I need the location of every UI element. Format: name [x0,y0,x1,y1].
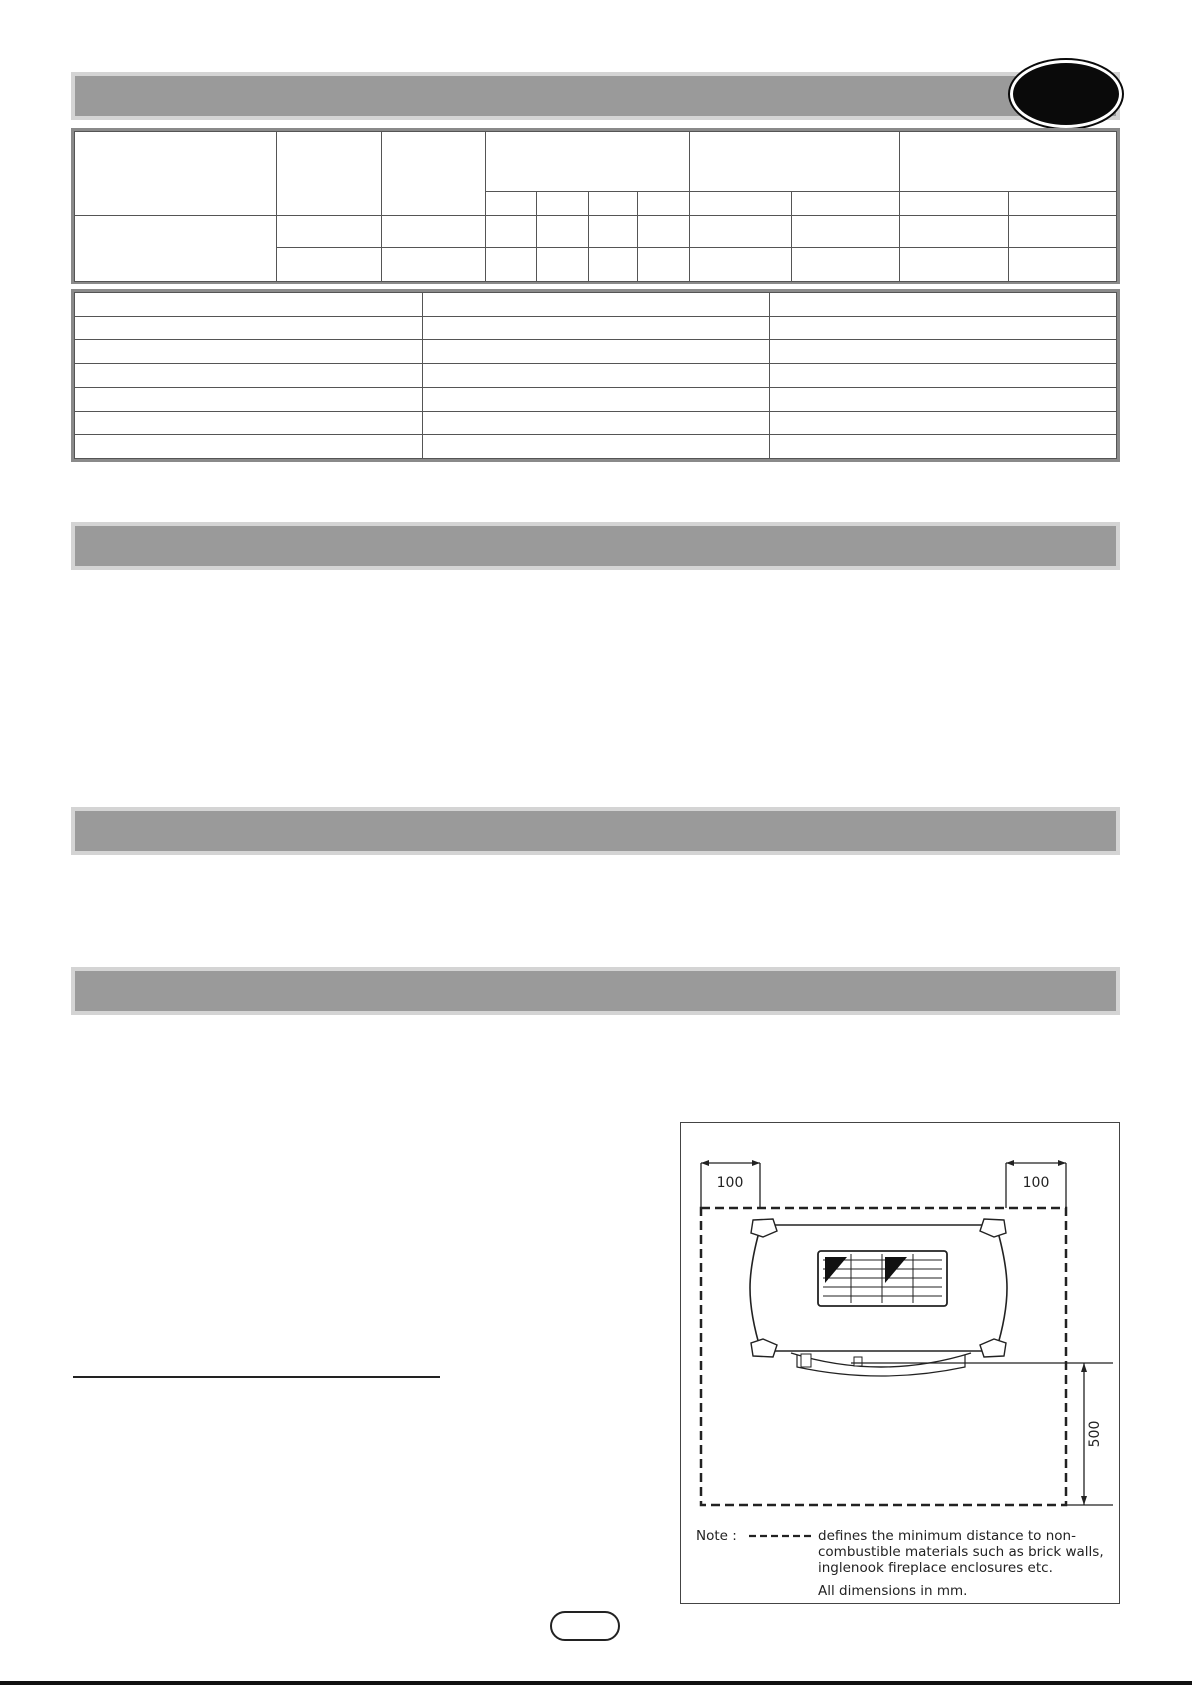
details-table-cell [770,340,1117,364]
dimension-right-100 [1006,1160,1066,1208]
spec-table-cell [690,248,792,282]
details-table-cell [422,411,770,435]
spec-table-cell [277,216,381,248]
spec-table-subheader-cell [690,192,792,216]
details-table-cell [422,387,770,411]
details-table-cell [422,435,770,459]
details-table-cell [770,316,1117,340]
spec-table-cell [277,248,381,282]
details-table-cell [422,293,770,317]
dim-left-label: 100 [716,1175,744,1191]
spec-table-cell [381,248,485,282]
dimension-vertical-500 [851,1363,1113,1505]
units-note: All dimensions in mm. [818,1583,968,1599]
spec-table-cell [537,216,589,248]
spec-table-cell [588,216,638,248]
spec-table-cell [537,248,589,282]
spec-table-subheader-cell [792,192,900,216]
stove-top-view [750,1219,1007,1376]
note-line-1: defines the minimum distance to non- [818,1528,1076,1544]
dim-right-label: 100 [1022,1175,1050,1191]
details-table-cell [75,340,423,364]
spec-table-cell [690,216,792,248]
details-table-cell [422,340,770,364]
spec-table-cell [792,248,900,282]
language-badge [1010,60,1122,128]
note-line-3: inglenook fireplace enclosures etc. [818,1560,1053,1576]
details-table-cell [770,435,1117,459]
spec-table-cell [1008,216,1116,248]
details-table-cell [75,364,423,388]
spec-table-cell [1008,248,1116,282]
dim-vertical-label: 500 [1087,1420,1103,1448]
spec-table-subheader-cell [485,192,537,216]
spec-table-subheader-cell [1008,192,1116,216]
details-table-cell [770,364,1117,388]
section-header-bar-1 [71,72,1120,120]
spec-table-subheader-cell [900,192,1008,216]
note-label: Note : [696,1528,737,1544]
page-number-box [550,1611,620,1641]
details-table-cell [770,411,1117,435]
details-table-cell [75,435,423,459]
spec-table-cell [792,216,900,248]
spec-table [71,128,1120,284]
spec-table-cell [485,216,537,248]
spec-table-subheader-cell [537,192,589,216]
dimension-left-100 [701,1160,760,1208]
clearance-diagram [680,1122,1120,1604]
details-table-cell [422,364,770,388]
note-line-2: combustible materials such as brick walls, [818,1544,1104,1560]
underline-rule [73,1376,440,1378]
spec-table-subheader-cell [638,192,690,216]
spec-table-cell [900,248,1008,282]
spec-table-header-cell [485,132,689,192]
spec-table-subheader-cell [588,192,638,216]
section-header-bar-2 [71,522,1120,570]
details-table [71,289,1120,462]
spec-table-cell [588,248,638,282]
spec-table-cell [900,216,1008,248]
spec-table-header-cell [75,132,277,216]
section-header-bar-4 [71,967,1120,1015]
details-table-cell [422,316,770,340]
spec-table-cell [381,216,485,248]
spec-table-header-cell [381,132,485,216]
details-table-cell [770,387,1117,411]
spec-table-header-cell [900,132,1117,192]
spec-table-cell [638,248,690,282]
spec-table-header-cell [277,132,381,216]
details-table-cell [75,316,423,340]
spec-table-cell [638,216,690,248]
spec-table-cell [485,248,537,282]
details-table-cell [75,411,423,435]
details-table-cell [75,387,423,411]
spec-table-row-label [75,216,277,282]
details-table-cell [770,293,1117,317]
spec-table-header-cell [690,132,900,192]
details-table-cell [75,293,423,317]
bottom-rule [0,1681,1192,1685]
section-header-bar-3 [71,807,1120,855]
